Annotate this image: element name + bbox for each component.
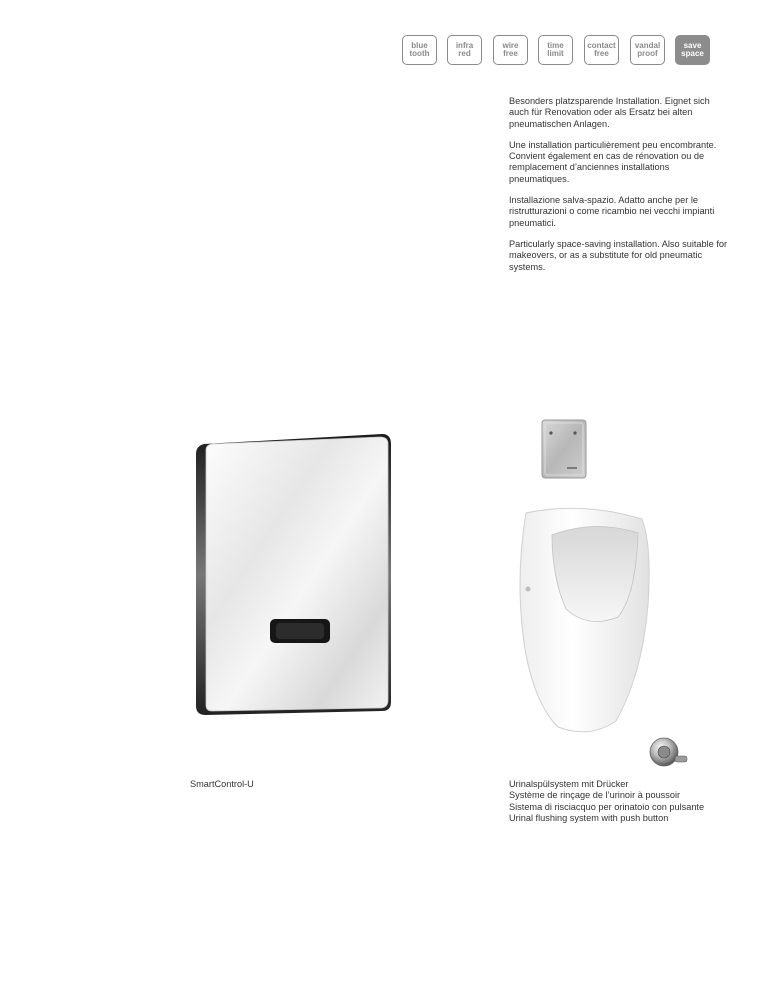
badge-line2: proof: [637, 49, 658, 58]
badge-save-space[interactable]: [675, 35, 710, 65]
caption-left: SmartControl-U: [190, 779, 254, 789]
chrome-control-panel-image: [192, 432, 394, 718]
wall-flush-plate-image: [540, 418, 588, 480]
badge-line2: tooth: [409, 49, 430, 58]
badge-bluetooth[interactable]: [402, 35, 437, 65]
caption-right-fr: Système de rinçage de l’urinoir à poussoir: [509, 790, 681, 801]
badge-line1: save: [683, 41, 702, 50]
description-en: Particularly space-saving installation. Also suitable for makeovers, or as a substitute for old pneumatic systems.: [509, 238, 728, 272]
caption-urinal-system: [509, 779, 704, 824]
badge-line1: infra: [455, 41, 474, 50]
caption-right-it: Sistema di risciacquo per orinatoio con pulsante: [509, 801, 705, 812]
description-it: Installazione salva-spazio. Adatto anche per le ristrutturazioni o come ricambio nei vecchi impianti pneumatici.: [509, 195, 715, 228]
product-description: [509, 96, 731, 283]
badge-time-limit[interactable]: [538, 35, 573, 65]
badge-line1: vandal: [634, 41, 661, 50]
description-fr: Une installation particulièrement peu encombrante. Convient également en cas de rénovation ou de remplacement d’anciennes installations pneumatiques.: [509, 139, 717, 184]
description-de: Besonders platzsparende Installation. Eignet sich auch für Renovation oder als Ersatz bei alten pneumatischen Anlagen.: [509, 96, 710, 129]
badge-contact-free[interactable]: [584, 35, 619, 65]
badge-wire-free[interactable]: [493, 35, 528, 65]
caption-smartcontrol: [190, 779, 254, 790]
badge-line2: limit: [547, 49, 564, 58]
badge-line1: blue: [411, 41, 428, 50]
push-button-valve-image: [648, 736, 690, 770]
badge-line2: free: [503, 49, 518, 58]
badge-line2: red: [458, 49, 471, 58]
badge-line2: space: [681, 49, 704, 58]
badge-vandal-proof[interactable]: [630, 35, 665, 65]
caption-right-de: Urinalspülsystem mit Drücker: [509, 779, 629, 789]
caption-right-en: Urinal flushing system with push button: [509, 812, 669, 823]
badge-line2: free: [594, 49, 609, 58]
ceramic-urinal-image: [512, 505, 652, 737]
badge-line1: contact: [587, 41, 616, 50]
badge-infrared[interactable]: [447, 35, 482, 65]
badge-line1: wire: [502, 41, 519, 50]
badge-line1: time: [547, 41, 564, 50]
